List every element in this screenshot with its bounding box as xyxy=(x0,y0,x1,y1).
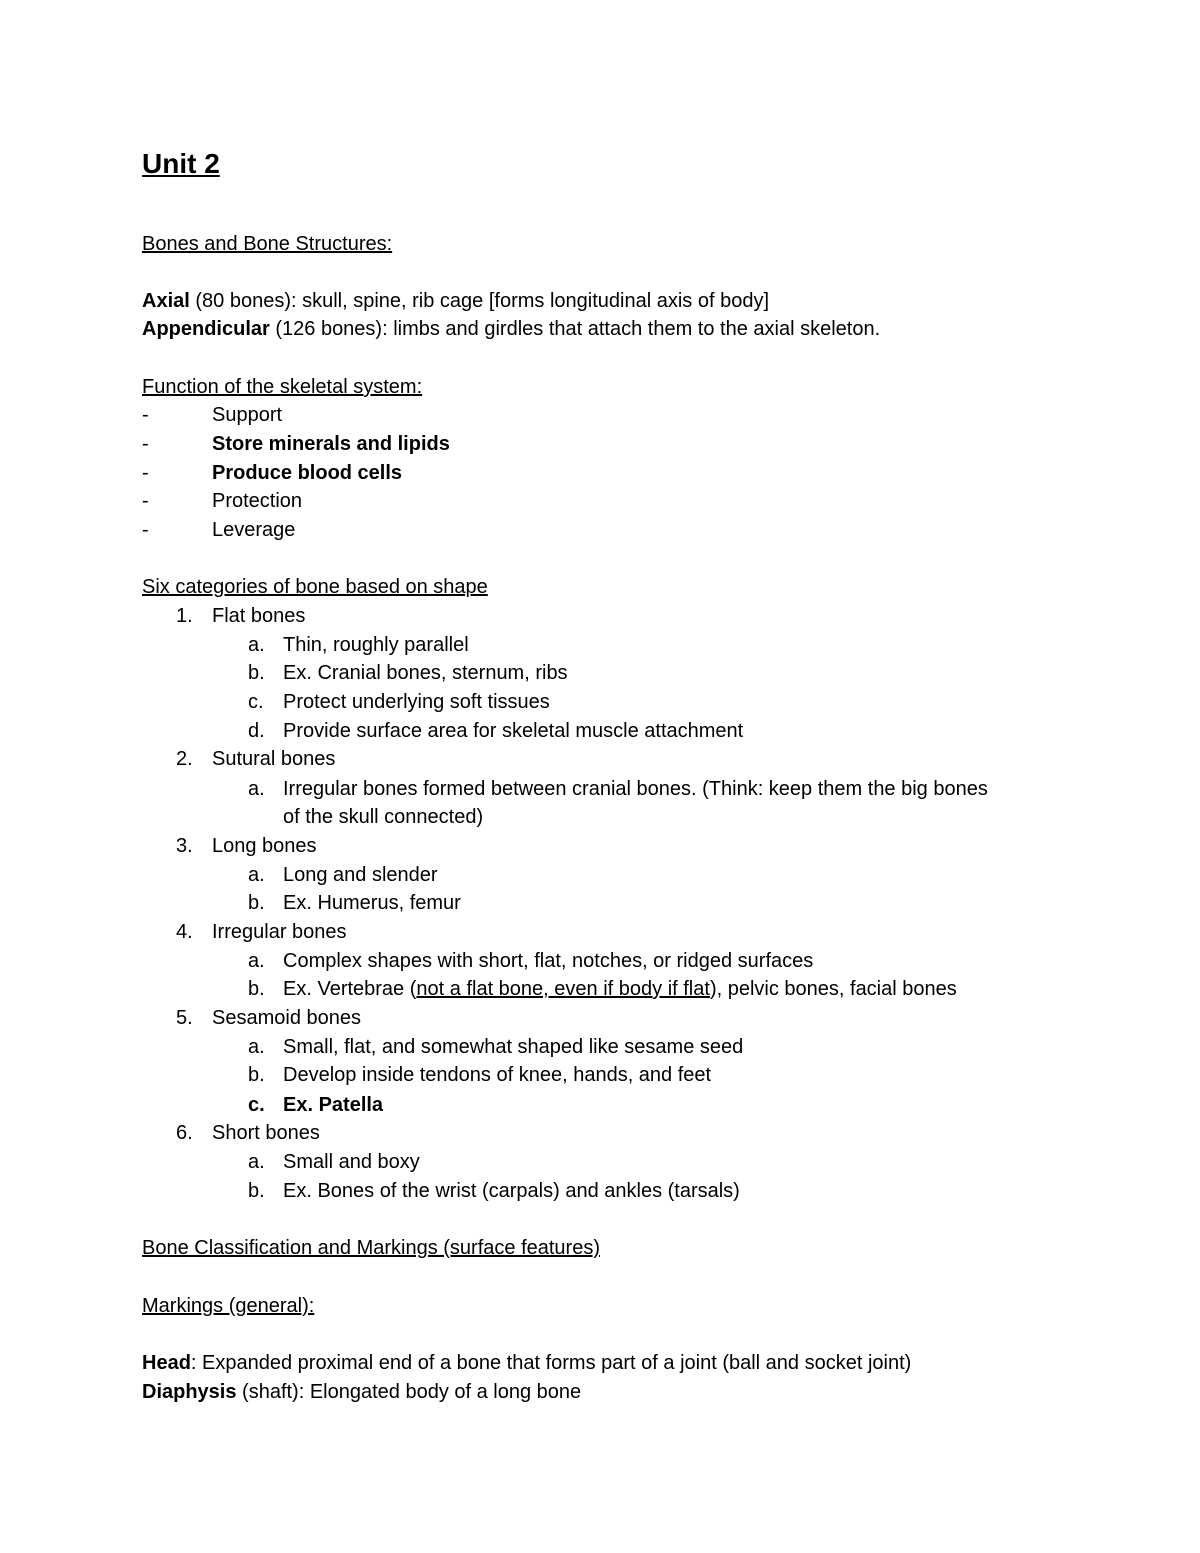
appendicular-term: Appendicular xyxy=(142,318,270,340)
appendicular-definition xyxy=(142,317,880,341)
section-heading-classification: Bone Classification and Markings (surface features) xyxy=(142,1237,600,1259)
axial-text: (80 bones): skull, spine, rib cage [forms longitudinal axis of body] xyxy=(189,290,770,312)
diaphysis-definition xyxy=(142,1380,581,1404)
section-heading-markings: Markings (general): xyxy=(142,1295,315,1317)
underlined-note: not a flat bone, even if body if flat xyxy=(416,978,710,1000)
axial-definition xyxy=(142,289,769,313)
diaphysis-term: Diaphysis xyxy=(142,1381,237,1403)
section-heading-bones: Bones and Bone Structures: xyxy=(142,233,393,255)
diaphysis-text: (shaft): Elongated body of a long bone xyxy=(236,1381,582,1403)
head-term: Head xyxy=(142,1352,191,1374)
head-text: : Expanded proximal end of a bone that forms part of a joint (ball and socket joint) xyxy=(190,1352,912,1374)
page-title: Unit 2 xyxy=(142,148,220,179)
section-heading-function: Function of the skeletal system: xyxy=(142,376,423,398)
axial-term: Axial xyxy=(142,290,190,312)
head-definition xyxy=(142,1351,911,1375)
section-heading-categories: Six categories of bone based on shape xyxy=(142,576,488,598)
appendicular-text: (126 bones): limbs and girdles that attach them to the axial skeleton. xyxy=(269,318,881,340)
